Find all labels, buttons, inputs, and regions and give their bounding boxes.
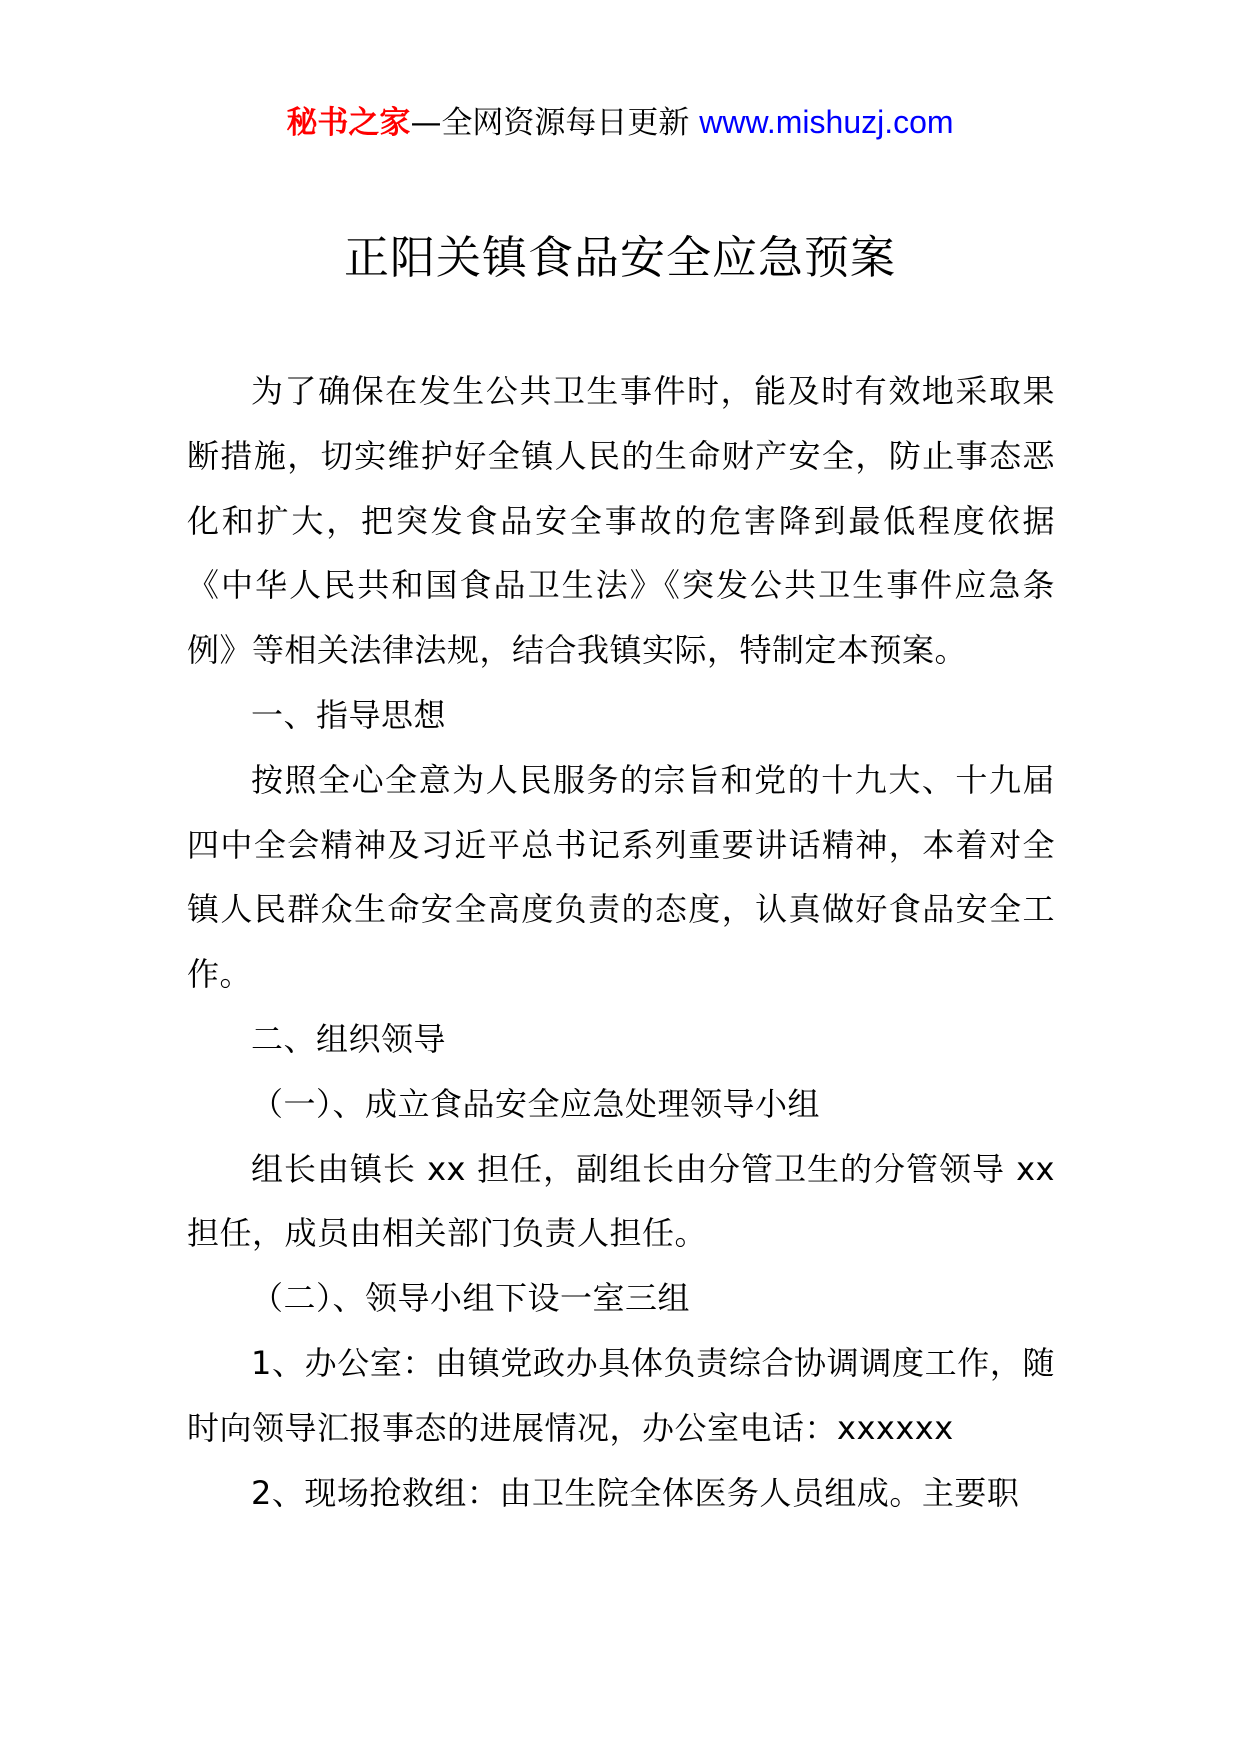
header-tagline: —全网资源每日更新 bbox=[410, 105, 700, 141]
subsection-heading-leadership-group: （一）、成立食品安全应急处理领导小组 bbox=[251, 1084, 821, 1123]
section-heading-organization: 二、组织领导 bbox=[251, 1019, 447, 1058]
brand-name: 秘书之家 bbox=[286, 105, 411, 141]
document-title: 正阳关镇食品安全应急预案 bbox=[343, 231, 896, 284]
rescue-group-paragraph: 2、现场抢救组：由卫生院全体医务人员组成。主要职 bbox=[251, 1473, 1020, 1512]
subsection-heading-office-and-groups: （二）、领导小组下设一室三组 bbox=[251, 1279, 691, 1318]
guiding-principle-paragraph: 按照全心全意为人民服务的宗旨和党的十九大、十九届四中全会精神及习近平总书记系列重要讲话精神，本着对全镇人民群众生命安全高度负责的态度，认真做好食品安全工作。 bbox=[187, 760, 1055, 994]
document-body bbox=[187, 359, 1055, 1525]
page-header bbox=[0, 100, 1240, 145]
website-link[interactable]: www.mishuzj.com bbox=[699, 104, 954, 140]
section-heading-guiding-principle: 一、指导思想 bbox=[251, 695, 447, 734]
leadership-group-paragraph: 组长由镇长 xx 担任，副组长由分管卫生的分管领导 xx 担任，成员由相关部门负责人担任。 bbox=[187, 1149, 1055, 1253]
office-paragraph: 1、办公室：由镇党政办具体负责综合协调调度工作，随时向领导汇报事态的进展情况，办公室电话：xxxxxx bbox=[187, 1343, 1055, 1447]
intro-paragraph: 为了确保在发生公共卫生事件时，能及时有效地采取果断措施，切实维护好全镇人民的生命财产安全，防止事态恶化和扩大，把突发食品安全事故的危害降到最低程度依据《中华人民共和国食品卫生法》《突发公共卫生事件应急条例》等相关法律法规，结合我镇实际，特制定本预案。 bbox=[187, 372, 1055, 670]
